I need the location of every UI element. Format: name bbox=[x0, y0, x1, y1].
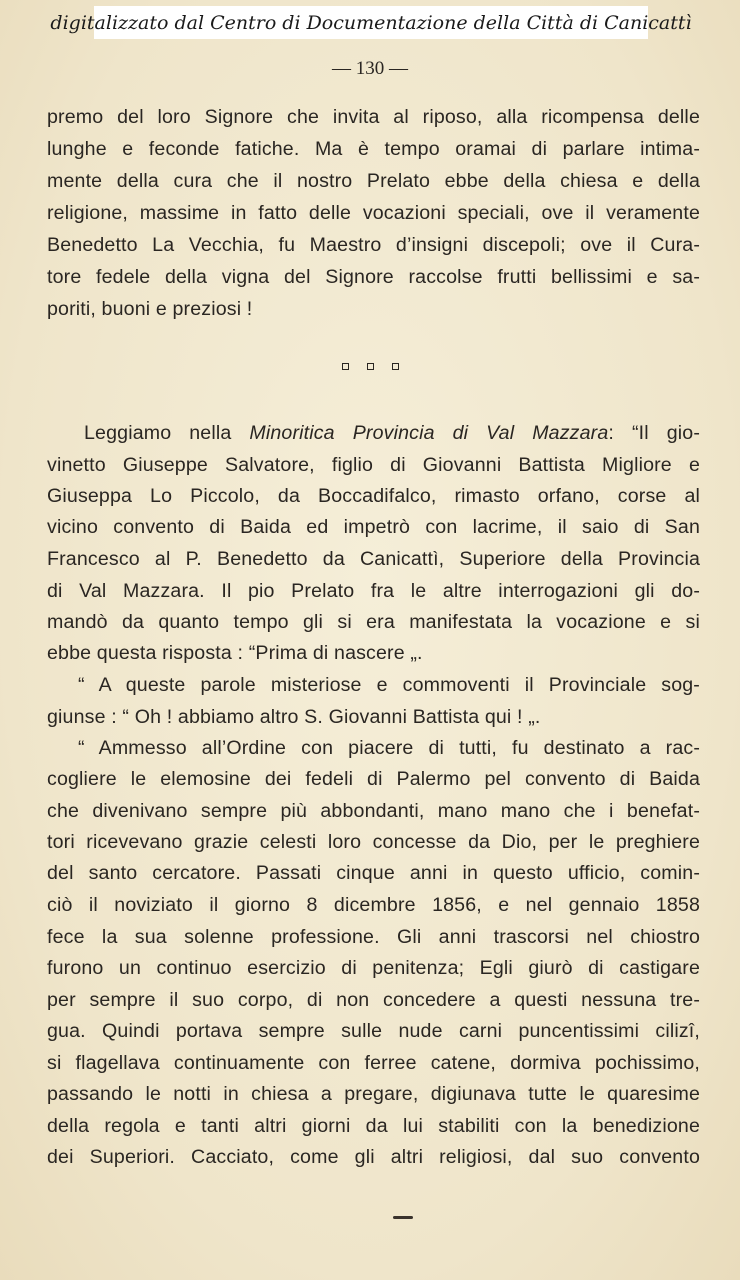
text-line: religione, massime in fatto delle vocazioni speciali, ove il veramente bbox=[47, 202, 700, 224]
text-line: Benedetto La Vecchia, fu Maestro d’insigni discepoli; ove il Cura- bbox=[47, 234, 700, 256]
text-line: che divenivano sempre più abbondanti, mano mano che i benefat- bbox=[47, 800, 700, 822]
separator-square-icon bbox=[392, 363, 399, 370]
text-line: tore fedele della vigna del Signore raccolse frutti bellissimi e sa- bbox=[47, 266, 700, 288]
text-span: Leggiamo nella bbox=[84, 422, 250, 444]
separator-square-icon bbox=[367, 363, 374, 370]
page-number: — 130 — bbox=[332, 58, 408, 79]
text-line: passando le notti in chiesa a pregare, digiunava tutte le quaresime bbox=[47, 1083, 700, 1105]
text-line: della regola e tanti altri giorni da lui stabiliti con la benedizione bbox=[47, 1115, 700, 1137]
text-line bbox=[84, 418, 700, 449]
text-line: mandò da quanto tempo gli si era manifestata la vocazione e si bbox=[47, 611, 700, 633]
digitization-watermark: digitalizzato dal Centro di Documentazione della Città di Canicattì bbox=[94, 6, 648, 39]
text-line: Francesco al P. Benedetto da Canicattì, Superiore della Provincia bbox=[47, 548, 700, 570]
text-line: poriti, buoni e preziosi ! bbox=[47, 298, 253, 320]
text-line: tori ricevevano grazie celesti loro concesse da Dio, per le preghiere bbox=[47, 831, 700, 853]
text-span: : “Il gio- bbox=[608, 422, 701, 444]
text-line: “ A queste parole misteriose e commoventi il Provinciale sog- bbox=[78, 674, 700, 696]
text-line: cogliere le elemosine dei fedeli di Palermo pel convento di Baida bbox=[47, 768, 700, 790]
text-line: vicino convento di Baida ed impetrò con lacrime, il saio di San bbox=[47, 516, 700, 538]
text-line: fece la sua solenne professione. Gli anni trascorsi nel chiostro bbox=[47, 926, 700, 948]
text-line: vinetto Giuseppe Salvatore, figlio di Giovanni Battista Migliore e bbox=[47, 454, 700, 476]
text-line: lunghe e feconde fatiche. Ma è tempo oramai di parlare intima- bbox=[47, 138, 700, 160]
footer-mark bbox=[393, 1216, 413, 1219]
text-line: si flagellava continuamente con ferree catene, dormiva pochissimo, bbox=[47, 1052, 700, 1074]
text-line: giunse : “ Oh ! abbiamo altro S. Giovanni Battista qui ! „. bbox=[47, 706, 541, 728]
text-line: dei Superiori. Cacciato, come gli altri religiosi, dal suo convento bbox=[47, 1146, 700, 1168]
separator-square-icon bbox=[342, 363, 349, 370]
text-line: del santo cercatore. Passati cinque anni in questo ufficio, comin- bbox=[47, 862, 700, 884]
text-line: per sempre il suo corpo, di non concedere a questi nessuna tre- bbox=[47, 989, 700, 1011]
book-title: Minoritica Provincia di Val Mazzara bbox=[249, 422, 609, 444]
text-line: ciò il noviziato il giorno 8 dicembre 1856, e nel gennaio 1858 bbox=[47, 894, 700, 916]
text-line: furono un continuo esercizio di penitenza; Egli giurò di castigare bbox=[47, 957, 700, 979]
text-line: di Val Mazzara. Il pio Prelato fra le altre interrogazioni gli do- bbox=[47, 580, 700, 602]
text-line: Giuseppa Lo Piccolo, da Boccadifalco, rimasto orfano, corse al bbox=[47, 485, 700, 507]
text-line: premo del loro Signore che invita al riposo, alla ricompensa delle bbox=[47, 106, 700, 128]
text-line: “ Ammesso all’Ordine con piacere di tutti, fu destinato a rac- bbox=[78, 737, 700, 759]
text-line: mente della cura che il nostro Prelato ebbe della chiesa e della bbox=[47, 170, 700, 192]
section-separator bbox=[0, 363, 740, 375]
text-line: gua. Quindi portava sempre sulle nude carni puncentissimi cilizî, bbox=[47, 1020, 700, 1042]
text-line: ebbe questa risposta : “Prima di nascere „. bbox=[47, 642, 423, 664]
